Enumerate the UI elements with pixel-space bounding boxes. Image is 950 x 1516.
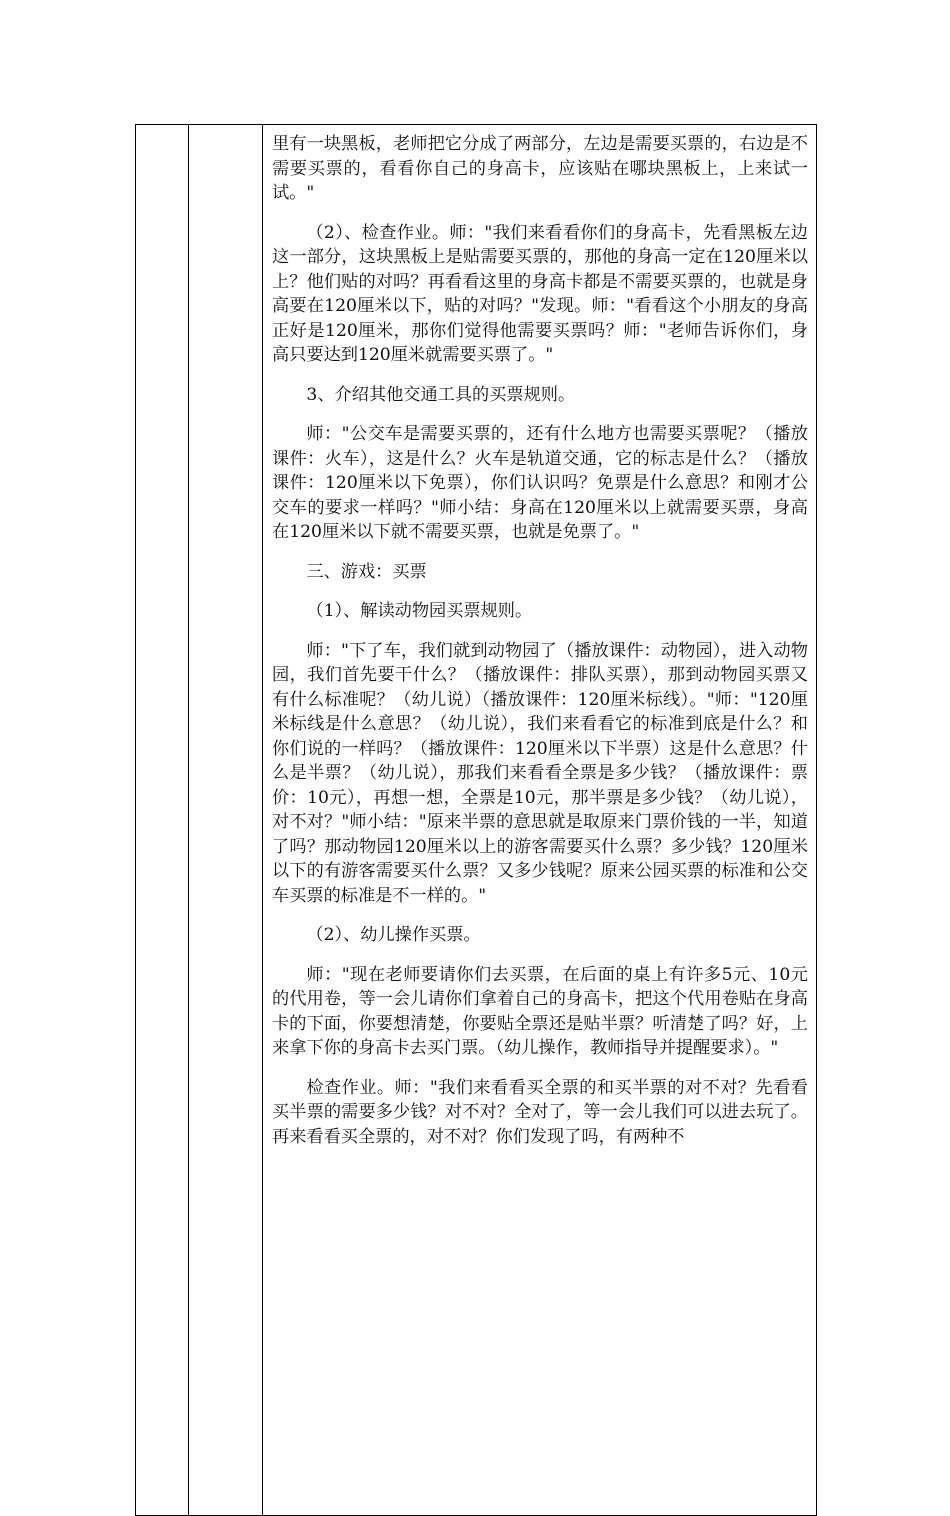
paragraph: 师："下了车，我们就到动物园了（播放课件：动物园），进入动物园，我们首先要干什么？（播放课件：排队买票），那到动物园买票又有什么标准呢？（幼儿说）（播放课件：120厘米标线）。"师："120厘米标线是什么意思？（幼儿说），我们来看看它的标准到底是什么？和你们说的一样吗？（播放课件：120厘米以下半票）这是什么意思？什么是半票？（幼儿说），那我们来看看全票是多少钱？（播放课件：票价：10元），再想一想，全票是10元，那半票是多少钱？（幼儿说），对不对？"师小结："原来半票的意思就是取原来门票价钱的一半，知道了吗？那动物园120厘米以上的游客需要买什么票？多少钱？120厘米以下的有游客需要买什么票？又多少钱呢？原来公园买票的标准和公交车买票的标准是不一样的。" (272, 640, 808, 906)
table-row (136, 125, 817, 1516)
table-cell-middle (189, 125, 263, 1516)
section-heading: 三、游戏：买票 (306, 561, 427, 582)
paragraph: 师："现在老师要请你们去买票，在后面的桌上有许多5元、10元的代用卷，等一会儿请你们拿着自己的身高卡，把这个代用卷贴在身高卡的下面，你要想清楚，你要贴全票还是贴半票？听清楚了吗？好，上来拿下你的身高卡去买门票。（幼儿操作，教师指导并提醒要求）。" (272, 964, 808, 1058)
section-heading: （1）、解读动物园买票规则。 (306, 601, 533, 621)
paragraph: 师："公交车是需要买票的，还有什么地方也需要买票呢？（播放课件：火车），这是什么？火车是轨道交通，它的标志是什么？（播放课件：120厘米以下免票），你们认识吗？免票是什么意思？和刚才公交车的要求一样吗？"师小结：身高在120厘米以上就需要买票，身高在120厘米以下就不需要买票，也就是免票了。" (272, 424, 808, 542)
section-heading: 3、介绍其他交通工具的买票规则。 (306, 384, 576, 405)
paragraph: 检查作业。师："我们来看看买全票的和买半票的对不对？先看看买半票的需要多少钱？对不对？全对了，等一会儿我们可以进去玩了。再来看看买全票的，对不对？你们发现了吗，有两种不 (272, 1077, 808, 1147)
table-cell-content (263, 125, 817, 1516)
lesson-plan-table (135, 124, 817, 1516)
table-cell-left (136, 125, 189, 1516)
section-heading: （2）、幼儿操作买票。 (306, 925, 481, 945)
paragraph: （2）、检查作业。师："我们来看看你们的身高卡，先看黑板左边这一部分，这块黑板上是贴需要买票的，那他的身高一定在120厘米以上？他们贴的对吗？再看看这里的身高卡都是不需要买票的，也就是身高要在120厘米以下，贴的对吗？"发现。师："看看这个小朋友的身高正好是120厘米，那你们觉得他需要买票吗？师："老师告诉你们，身高只要达到120厘米就需要买票了。" (272, 222, 808, 365)
paragraph: 里有一块黑板，老师把它分成了两部分，左边是需要买票的，右边是不需要买票的，看看你自己的身高卡，应该贴在哪块黑板上，上来试一试。" (272, 134, 808, 203)
